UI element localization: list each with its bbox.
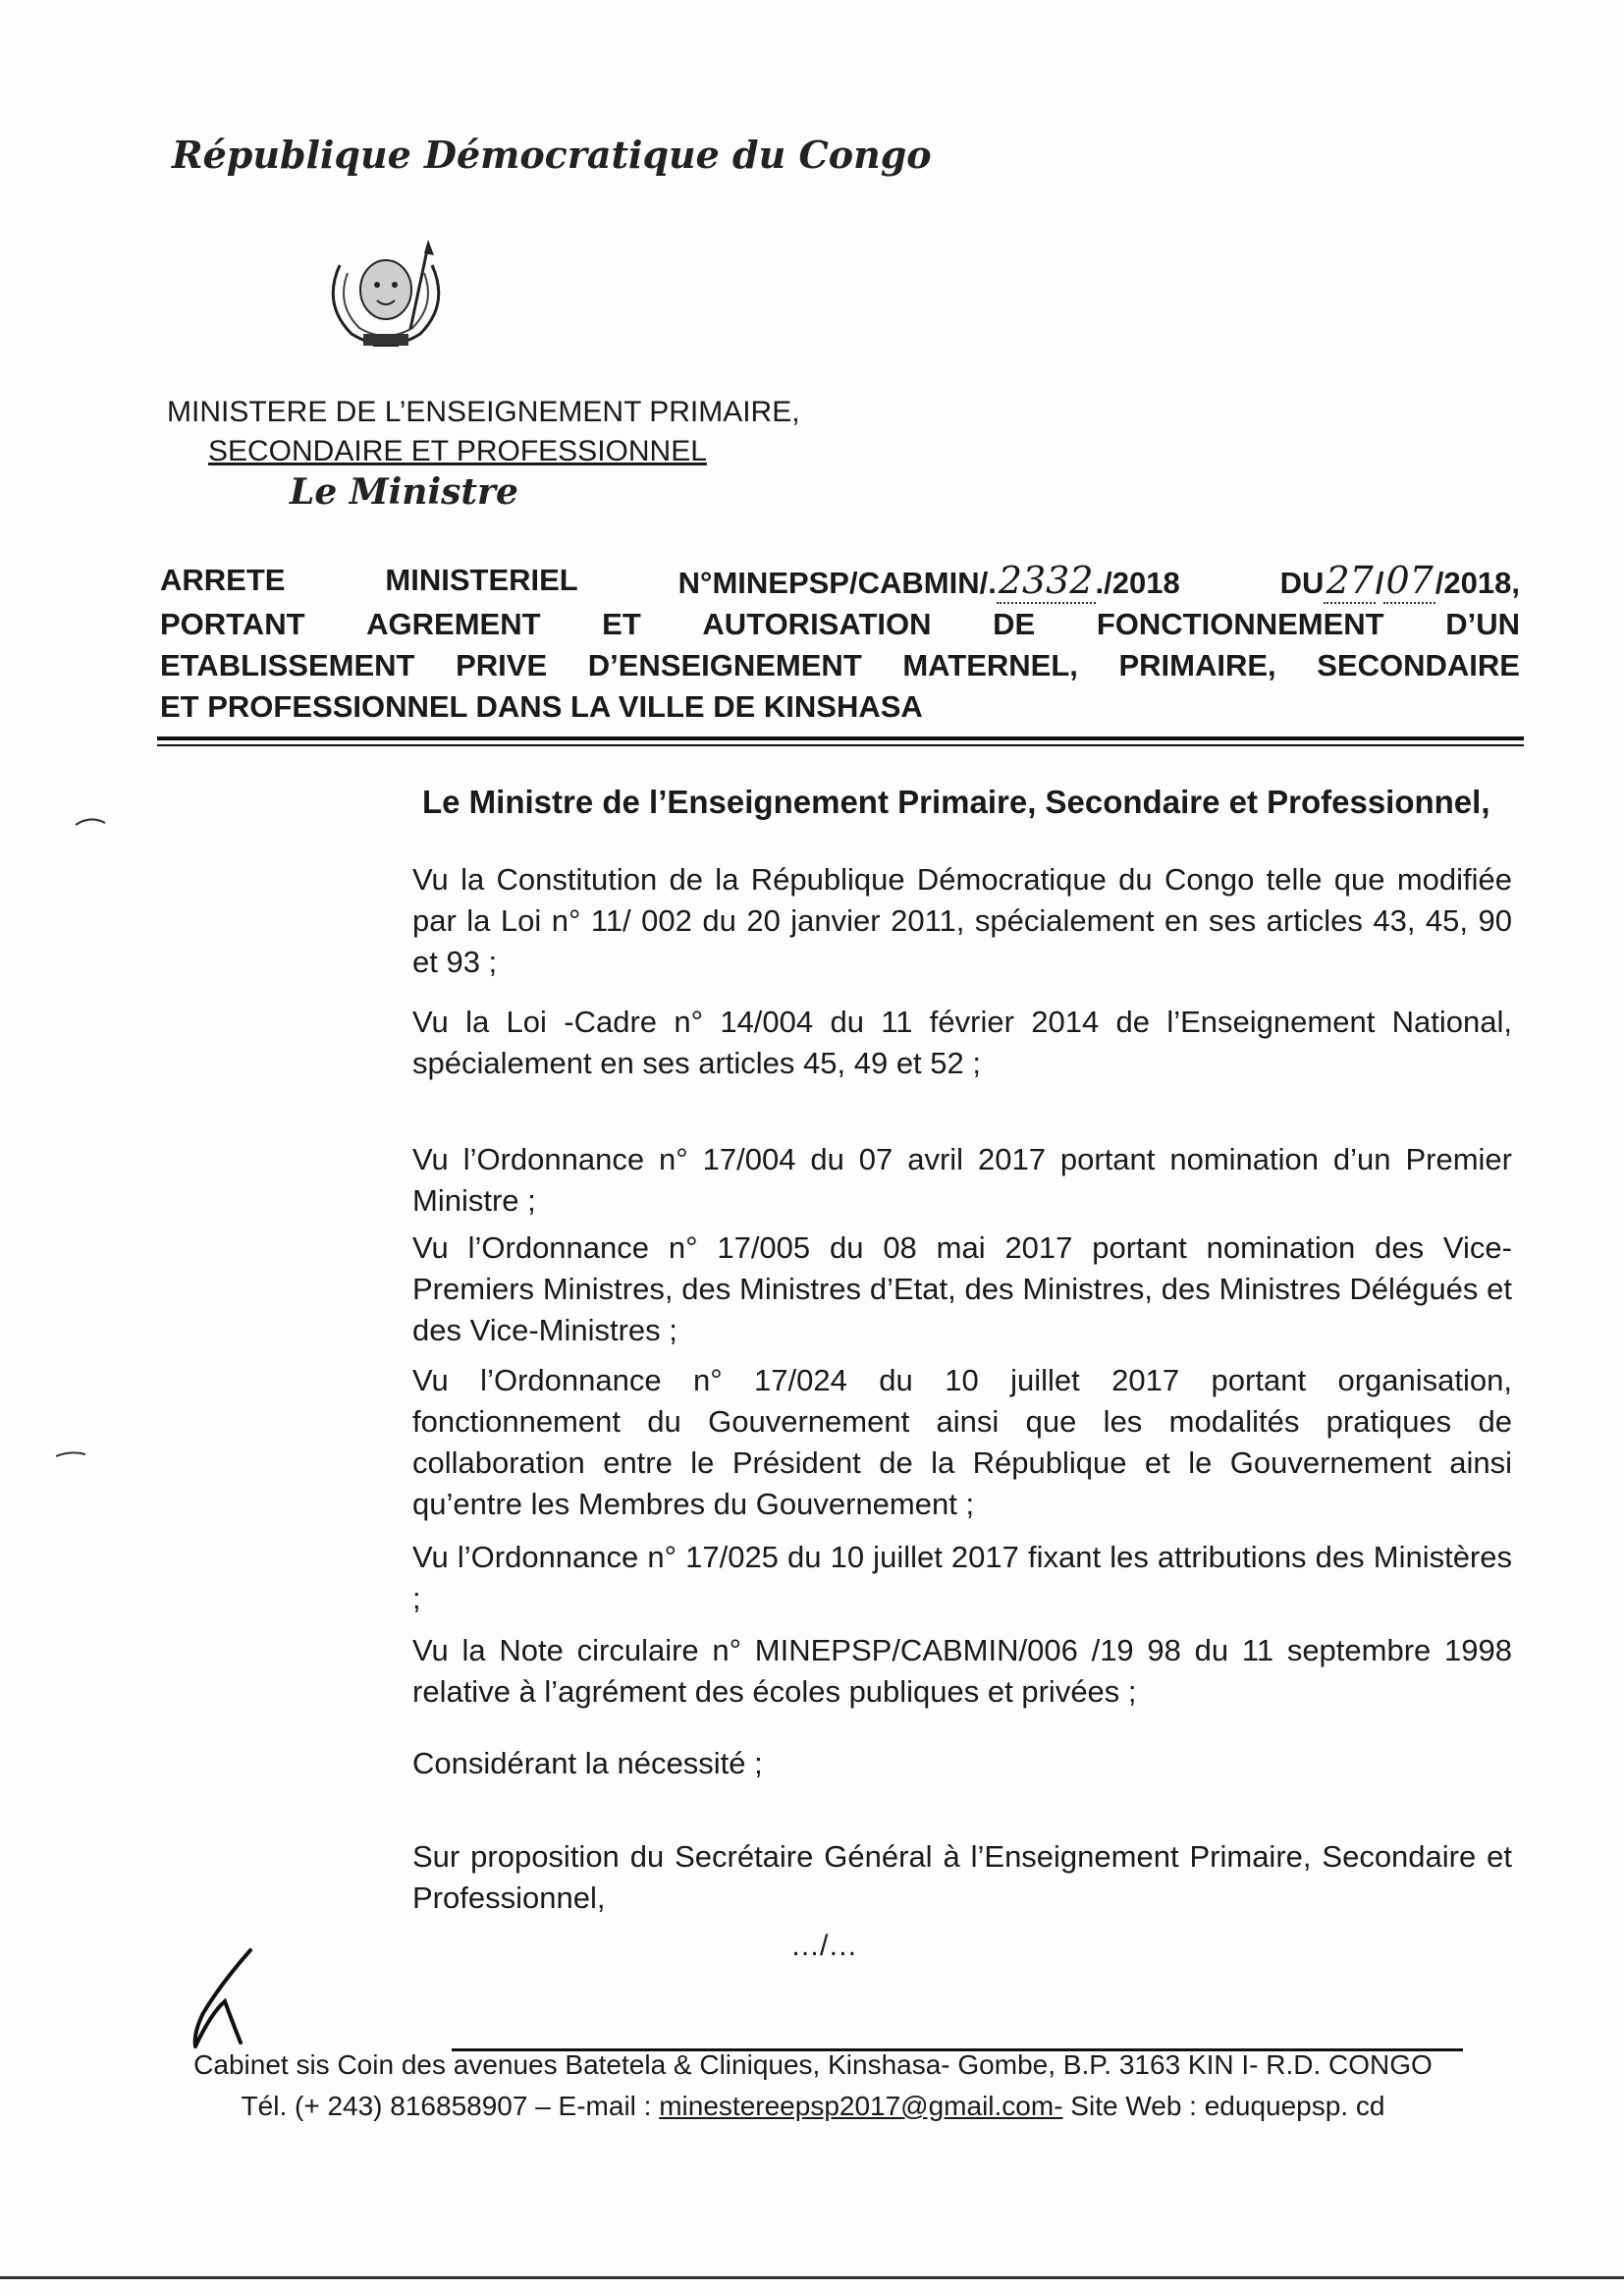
word-ministeriel: MINISTERIEL [385,563,578,597]
consideration-constitution [147,859,1512,983]
ministry-line-2: SECONDAIRE ET PROFESSIONNEL [208,435,707,467]
consideration-text: Vu l’Ordonnance n° 17/025 du 10 juillet 2017 fixant les attributions des Ministères ; [412,1540,1512,1615]
heading-word: AUTORISATION [702,607,932,641]
initial-signature-icon [182,1944,270,2052]
consideration-text: Vu la Loi -Cadre n° 14/004 du 11 février 2014 de l’Enseignement National, spécialement en ses articles 45, 49 et 52 ; [412,1005,1512,1080]
consideration-note-circulaire [147,1630,1512,1713]
decree-heading-line-3 [160,645,1520,686]
consideration-text: Vu l’Ordonnance n° 17/004 du 07 avril 2017 portant nomination d’un Premier Ministre ; [412,1142,1512,1218]
heading-word: D’UN [1445,607,1520,641]
consideration-text: Considérant la nécessité ; [412,1746,763,1780]
consideration-proposition [147,1836,1512,1919]
ministry-name [167,393,800,471]
consideration-text: Vu l’Ordonnance n° 17/005 du 08 mai 2017 portant nomination des Vice-Premiers Ministres, des Ministres d’Etat, des Ministres, des Ministres Délégués et des Vice-Ministres ; [412,1230,1512,1347]
footer-website: Site Web : eduquepsp. cd [1062,2091,1385,2121]
decree-reference [678,560,1180,604]
date-month-handwritten: 07 [1385,559,1434,602]
heading-word: PRIMAIRE, [1118,648,1276,682]
consideration-ordonnance-17-004 [147,1139,1512,1222]
footer-address [126,2045,1500,2127]
ref-year: ./2018 [1095,566,1180,600]
continued-marker: …/… [790,1930,858,1962]
decree-date: DU27/07/2018, [1279,559,1520,602]
heading-rule-thick [157,736,1524,740]
ref-prefix: N°MINEPSP/CABMIN/. [677,566,997,600]
heading-word: FONCTIONNEMENT [1096,607,1384,641]
footer-phone: Tél. (+ 243) 816858907 – E-mail : [241,2091,660,2121]
date-year: /2018, [1435,566,1520,600]
word-arrete: ARRETE [160,563,286,597]
heading-word: MATERNEL, [902,648,1078,682]
republic-title: République Démocratique du Congo [172,133,932,177]
consideration-text: Vu la Constitution de la République Démocratique du Congo telle que modifiée par la Loi n° 11/ 002 du 20 janvier 2011, spécialement en ses articles 43, 45, 90 et 93 ; [412,862,1512,979]
decree-heading-line-4: ET PROFESSIONNEL DANS LA VILLE DE KINSHASA [160,689,923,724]
consideration-necessite [147,1743,1512,1784]
heading-word: ET [602,607,641,641]
heading-word: PRIVE [456,648,548,682]
heading-word: ETABLISSEMENT [160,648,415,682]
date-day-handwritten: 27 [1326,559,1374,602]
footer-email-link[interactable]: minestereepsp2017@gmail.com- [659,2091,1063,2121]
date-prefix: DU [1279,566,1325,600]
heading-rule-thin [157,744,1524,746]
margin-mark-icon [54,1448,87,1460]
consideration-text: Sur proposition du Secrétaire Général à l’Enseignement Primaire, Secondaire et Professionnel, [412,1839,1512,1915]
consideration-ordonnance-17-025 [147,1537,1512,1619]
ref-number-handwritten: 2332 [998,559,1094,602]
heading-word: SECONDAIRE [1317,648,1520,682]
consideration-ordonnance-17-005 [147,1227,1512,1351]
decree-heading-line-1 [160,560,1520,604]
coat-of-arms-seal-icon [312,236,460,363]
page-bottom-edge [0,2276,1624,2279]
consideration-text: Vu l’Ordonnance n° 17/024 du 10 juillet 2017 portant organisation, fonctionnement du Gouvernement ainsi que les modalités pratiques de collaboration entre le Président de la République et le Gouvernement ainsi qu’entre les Membres du Gouvernement ; [412,1363,1512,1521]
decree-heading [160,560,1520,728]
consideration-ordonnance-17-024 [147,1360,1512,1525]
le-ministre-signature-title: Le Ministre [290,471,518,513]
ministry-line-1: MINISTERE DE L’ENSEIGNEMENT PRIMAIRE, [167,396,800,428]
footer-line-1: Cabinet sis Coin des avenues Batetela & Cliniques, Kinshasa- Gombe, B.P. 3163 KIN I- R.D. CONGO [193,2049,1433,2080]
heading-word: D’ENSEIGNEMENT [587,648,862,682]
footer-line-2 [126,2086,1500,2127]
intro-minister-line: Le Ministre de l’Enseignement Primaire, Secondaire et Professionnel, [422,784,1490,820]
heading-word: PORTANT [160,607,305,641]
decree-heading-line-2 [160,604,1520,645]
margin-mark-icon [74,815,107,827]
consideration-text: Vu la Note circulaire n° MINEPSP/CABMIN/006 /19 98 du 11 septembre 1998 relative à l’agrément des écoles publiques et privées ; [412,1633,1512,1709]
consideration-loi-cadre [147,1002,1512,1084]
heading-word: DE [993,607,1036,641]
heading-word: AGREMENT [366,607,541,641]
